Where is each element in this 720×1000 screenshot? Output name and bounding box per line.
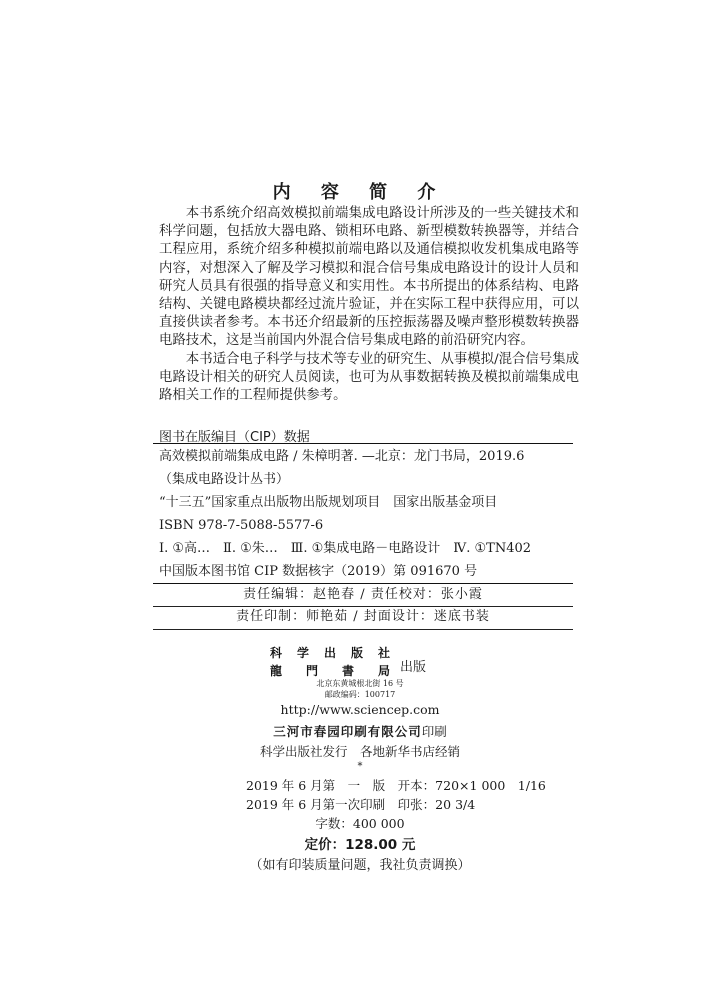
publisher-website: http://www.sciencep.com: [280, 702, 440, 717]
word-count-line: 字数：400 000: [315, 816, 405, 831]
cip-title-line: 高效模拟前端集成电路 / 朱樟明著. —北京：龙门书局，2019.6: [159, 449, 525, 464]
publisher-char: 学: [296, 646, 309, 660]
separator-asterisk: *: [357, 761, 363, 772]
cip-top-rule: [153, 443, 573, 444]
price-line: [0, 833, 720, 853]
quality-guarantee: （如有印装质量问题，我社负责调换）: [249, 858, 471, 873]
price-value: 128.00: [345, 837, 398, 853]
editor-credits: 责任编辑：赵艳春 / 责任校对：张小霞: [243, 587, 483, 602]
publisher-address: 北京东黄城根北街 16 号: [316, 679, 404, 688]
publisher-char: 局: [377, 664, 390, 678]
publisher-char: 版: [350, 646, 363, 660]
publisher-char: 社: [377, 646, 390, 660]
production-credits: 责任印制：师艳茹 / 封面设计：迷底书装: [236, 609, 490, 624]
publisher-logo-longmen: [270, 662, 390, 679]
publisher-char: 出: [323, 646, 336, 660]
publisher-char: 書: [341, 664, 354, 678]
summary-paragraph-2: 本书适合电子科学与技术等专业的研究生、从事模拟/混合信号集成电路设计相关的研究人员阅读，也可为从事数据转换及模拟前端集成电路相关工作的工程师提供参考。: [159, 351, 579, 404]
cip-record-number-line: 中国版本图书馆 CIP 数据核字（2019）第 091670 号: [159, 564, 478, 579]
publisher-suffix: 出版: [400, 660, 427, 675]
summary-title: 内 容 简 介: [272, 182, 448, 203]
cip-bottom-rule: [153, 583, 573, 584]
impression-line: 2019 年 6 月第一次印刷 印张：20 3/4: [246, 797, 476, 812]
cip-series-line: （集成电路设计丛书）: [159, 472, 290, 487]
cip-isbn-line: ISBN 978-7-5088-5577-6: [159, 518, 324, 533]
cip-project-line: “十三五”国家重点出版物出版规划项目 国家出版基金项目: [159, 495, 498, 510]
printer-suffix: 印刷: [421, 724, 447, 739]
printer-line: [0, 722, 720, 740]
credits-bottom-rule: [153, 629, 573, 630]
publisher-logo-science-press: [270, 644, 390, 661]
summary-paragraph-1: 本书系统介绍高效模拟前端集成电路设计所涉及的一些关键技术和科学问题，包括放大器电路、锁相环电路、新型模数转换器等，并结合工程应用，系统介绍多种模拟前端电路以及通信模拟收发机集成电路等内容，对想深入了解及学习模拟和混合信号集成电路设计的设计人员和研究人员具有很强的指导意义和实用性。本书所提出的体系结构、电路结构、关键电路模块都经过流片验证，并在实际工程中获得应用，可以直接供读者参考。本书还介绍最新的压控振荡器及噪声整形模数转换器电路技术，这是当前国内外混合信号集成电路的前沿研究内容。: [159, 206, 579, 349]
distribution-line: 科学出版社发行 各地新华书店经销: [259, 744, 460, 759]
cip-header: 图书在版编目（CIP）数据: [159, 430, 310, 445]
cip-classification-line: Ⅰ. ①高… Ⅱ. ①朱… Ⅲ. ①集成电路－电路设计 Ⅳ. ①TN402: [159, 541, 532, 556]
cip-data-block: [159, 445, 579, 583]
publisher-postcode: 邮政编码：100717: [324, 690, 396, 699]
publisher-char: 龍: [270, 664, 283, 678]
price-label: 定价：: [304, 837, 346, 853]
publisher-char: 科: [270, 646, 283, 660]
summary-body: [159, 205, 579, 405]
edition-line: 2019 年 6 月第 一 版 开本：720×1 000 1/16: [246, 778, 546, 793]
price-unit: 元: [397, 837, 416, 853]
printer-name: 三河市春园印刷有限公司: [273, 724, 422, 739]
publisher-char: 門: [305, 664, 318, 678]
